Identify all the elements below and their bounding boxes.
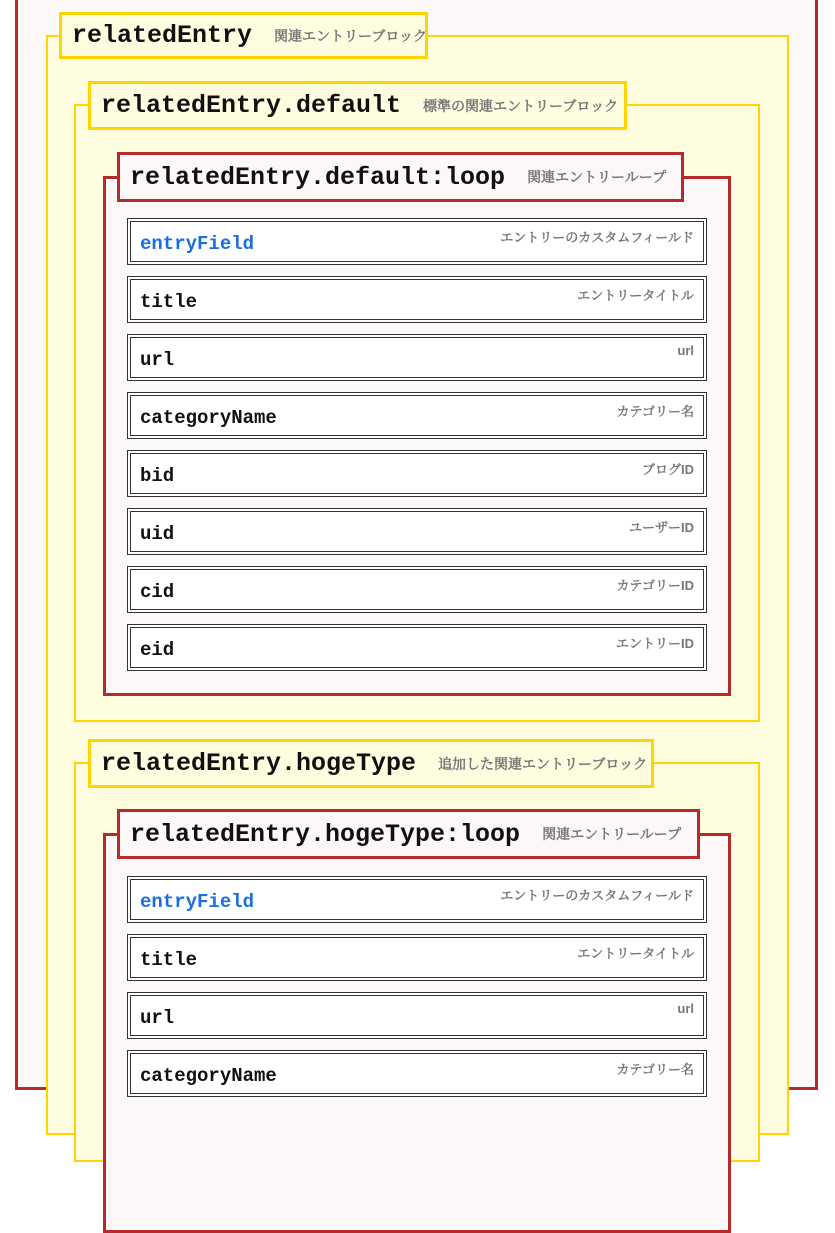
variable-desc: カテゴリーID (616, 578, 694, 593)
default-loop-label (117, 152, 684, 202)
block-name: relatedEntry (72, 21, 253, 50)
block-name: relatedEntry.hogeType (101, 749, 417, 778)
variable-desc: カテゴリー名 (616, 1062, 694, 1077)
variable-name: entryField (140, 233, 255, 255)
variable-name: title (140, 291, 198, 313)
variable-name: eid (140, 639, 175, 661)
variable-row (127, 508, 707, 555)
variable-row (127, 392, 707, 439)
variable-row (127, 566, 707, 613)
variable-row (127, 218, 707, 265)
variable-name: cid (140, 581, 175, 603)
block-desc: 標準の関連エントリーブロック (423, 97, 619, 114)
hogetype-label (88, 739, 654, 788)
variable-name: url (140, 349, 175, 371)
block-desc: 関連エントリーブロック (274, 27, 428, 44)
variable-desc: エントリーのカスタムフィールド (500, 888, 694, 903)
variable-desc: ユーザーID (628, 520, 694, 535)
variable-row (127, 276, 707, 323)
block-desc: 追加した関連エントリーブロック (438, 755, 648, 772)
block-desc: 関連エントリーループ (542, 826, 682, 842)
variable-name: categoryName (140, 1065, 277, 1087)
variable-row (127, 334, 707, 381)
variable-row (127, 624, 707, 671)
variable-desc: エントリータイトル (577, 288, 694, 303)
variable-name: url (140, 1007, 175, 1029)
variable-row (127, 450, 707, 497)
variable-desc: エントリータイトル (577, 946, 694, 961)
variable-desc: url (677, 1001, 694, 1016)
block-desc: 関連エントリーループ (527, 169, 667, 185)
variable-desc: ブログID (641, 462, 694, 477)
block-name: relatedEntry.default:loop (130, 162, 506, 192)
variable-name: bid (140, 465, 175, 487)
variable-desc: url (677, 343, 694, 358)
block-name: relatedEntry.default (101, 91, 402, 120)
default-label (88, 81, 627, 130)
variable-desc: カテゴリー名 (616, 404, 694, 419)
hogetype-loop-label (117, 809, 700, 859)
variable-name: entryField (140, 891, 255, 913)
variable-name: uid (140, 523, 175, 545)
variable-desc: エントリーのカスタムフィールド (500, 230, 694, 245)
variable-desc: エントリーID (615, 636, 694, 651)
variable-name: categoryName (140, 407, 277, 429)
variable-row (127, 934, 707, 981)
variable-row (127, 876, 707, 923)
variable-name: title (140, 949, 198, 971)
variable-row (127, 992, 707, 1039)
related-entry-label (59, 12, 428, 59)
block-name: relatedEntry.hogeType:loop (130, 819, 521, 849)
